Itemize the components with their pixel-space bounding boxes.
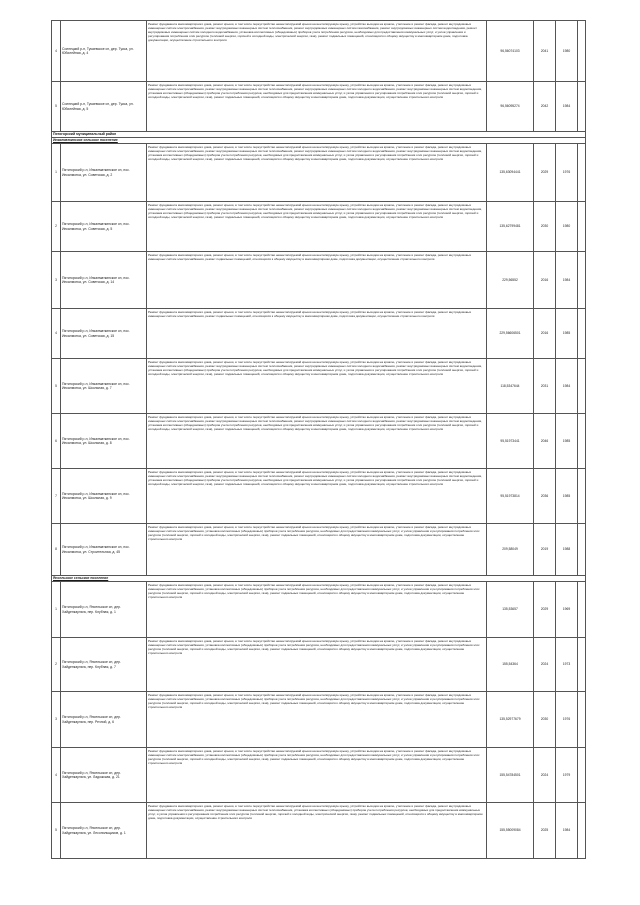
row-number: 5 [52,359,61,414]
address-cell: Пятигорский р-н, Инкалматкинское сп, пос. Инкалмотка, ул. Советская, д. 5 [61,202,147,252]
year-built-cell: 1985 [556,469,578,524]
works-cell: Ремонт фундамента многоквартирного дома, ремонт крыши, в том числе переустройство невентилируемой крыши на вентилируемую крышу, устройство выходов на кровлю, утепление и ремонт фасада, ремонт внутридомовых инженерных систем электроснабжения, установка коллективных (общедомовых) приборов учета потребления ресурсов, необходимых для предоставления коммунальных услуг, и узлов управления и регулирования потребления этих ресурсов (тепловой энергии, горячей и холодной воды, электрической энергии, газа), ремонт подвальных помещений, относящихся к общему имуществу в многоквартирном доме, подготовка документации, осуществление строительного контроля [147,524,487,576]
year-built-cell: 1969 [556,582,578,638]
year-built-cell: 1980 [556,202,578,252]
address-cell: Солнецкий р-н, Тукаевское сп, дер. Тукса, ул. Юбилейная, д. 4 [61,21,147,82]
cost-cell: 229,56606501 [487,309,534,359]
table-row [52,803,586,859]
cost-cell: 229,56552 [487,252,534,309]
year-built-cell: 1985 [556,414,578,469]
year-built-cell: 1980 [556,21,578,82]
address-cell: Пятигорский р-н, Инкалматкинское сп, пос. Инкалмотка, ул. Школьная, д. 7 [61,359,147,414]
cost-cell: 155,54784501 [487,748,534,803]
table-row [52,252,586,309]
subsection-title: Инкалматкинское сельское поселение [52,138,586,144]
year-built-cell: 1984 [556,803,578,859]
works-cell: Ремонт фундамента многоквартирного дома, ремонт крыши, в том числе переустройство невентилируемой крыши на вентилируемую крышу, устройство выходов на кровлю, утепление и ремонт фасада, ремонт внутридомовых инженерных систем электроснабжения, ремонт внутридомовых инженерных систем теплоснабжения, ремонт внутридомовых инженерных систем холодного водоснабжения, ремонт внутридомовых инженерных систем водоотведения, установка коллективных (общедомовых) приборов учета потребления ресурсов, необходимых для предоставления коммунальных услуг, и узлов управления и регулирования потребления этих ресурсов (тепловой энергии, горячей и холодной воды, электрической энергии, газа), ремонт подвальных помещений, относящихся к общему имуществу в многоквартирном доме, подготовка документации, осуществление строительного контроля [147,82,487,132]
table-row [52,82,586,132]
year-cell: 2042 [534,82,556,132]
empty-cell [578,309,586,359]
works-cell: Ремонт фундамента многоквартирного дома, ремонт крыши, в том числе переустройство невентилируемой крыши на вентилируемую крышу, устройство выходов на кровлю, утепление и ремонт фасада, ремонт внутридомовых инженерных систем электроснабжения, ремонт внутридомовых инженерных систем теплоснабжения, ремонт внутридомовых инженерных систем холодного водоснабжения, ремонт внутридомовых инженерных систем водоотведения, установка коллективных (общедомовых) приборов учета потребления ресурсов, необходимых для предоставления коммунальных услуг, и узлов управления и регулирования потребления этих ресурсов (тепловой энергии, горячей и холодной воды, электрической энергии, газа), ремонт подвальных помещений, относящихся к общему имуществу в многоквартирном доме, подготовка документации, осуществление строительного контроля [147,469,487,524]
works-cell: Ремонт фундамента многоквартирного дома, ремонт крыши, в том числе переустройство невентилируемой крыши на вентилируемую крышу, устройство выходов на кровлю, утепление и ремонт фасада, ремонт внутридомовых инженерных систем электроснабжения, ремонт внутридомовых инженерных систем теплоснабжения, ремонт внутридомовых инженерных систем холодного водоснабжения, ремонт внутридомовых инженерных систем водоотведения, установка коллективных (общедомовых) приборов учета потребления ресурсов, необходимых для предоставления коммунальных услуг, и узлов управления и регулирования потребления этих ресурсов (тепловой энергии, горячей и холодной воды, электрической энергии, газа), ремонт подвальных помещений, относящихся к общему имуществу в многоквартирном доме, подготовка документации, осуществление строительного контроля [147,359,487,414]
table-row [52,144,586,202]
empty-cell [578,202,586,252]
empty-cell [578,82,586,132]
year-cell: 2016 [534,309,556,359]
empty-cell [578,469,586,524]
works-cell: Ремонт фундамента многоквартирного дома, ремонт крыши, в том числе переустройство невентилируемой крыши на вентилируемую крышу, устройство выходов на кровлю, утепление и ремонт фасада, ремонт внутридомовых инженерных систем электроснабжения, ремонт подвальных помещений, относящихся к общему имуществу в многоквартирном доме, подготовка документации, осуществление строительного контроля [147,252,487,309]
table-row [52,524,586,576]
table-row [52,469,586,524]
capital-repair-table [51,20,586,859]
row-number: 1 [52,582,61,638]
section-title: Пятигорский муниципальный район [52,132,586,138]
row-number: 5 [52,82,61,132]
row-number: 3 [52,692,61,748]
works-cell: Ремонт фундамента многоквартирного дома, ремонт крыши, в том числе переустройство невентилируемой крыши на вентилируемую крышу, устройство выходов на кровлю, утепление и ремонт фасада, ремонт внутридомовых инженерных систем электроснабжения, установка коллективных (общедомовых) приборов учета потребления ресурсов, необходимых для предоставления коммунальных услуг, и узлов управления и регулирования потребления этих ресурсов (тепловой энергии, горячей и холодной воды, электрической энергии, газа), ремонт подвальных помещений, относящихся к общему имуществу в многоквартирном доме, подготовка документации, осуществление строительного контроля [147,748,487,803]
works-cell: Ремонт фундамента многоквартирного дома, ремонт крыши, в том числе переустройство невентилируемой крыши на вентилируемую крышу, устройство выходов на кровлю, утепление и ремонт фасада, ремонт внутридомовых инженерных систем электроснабжения, ремонт внутридомовых инженерных систем теплоснабжения, установка коллективных (общедомовых) приборов учета потребления ресурсов, необходимых для предоставления коммунальных услуг, и узлов управления и регулирования потребления этих ресурсов (тепловой энергии, горячей и холодной воды, электрической энергии, газа), ремонт подвальных помещений, относящихся к общему имуществу в многоквартирном доме, подготовка документации, осуществление строительного контроля [147,803,487,859]
row-number: 2 [52,638,61,692]
address-cell: Пятигорский р-н, Янсельское сп, дер. Хайденкаульта, ул. Ладожская, д. 21 [61,748,147,803]
row-number: 7 [52,469,61,524]
cost-cell: 155,55009084 [487,803,534,859]
address-cell: Пятигорский р-н, Янсельское сп, дер. Хайденкаульта, пер. Клубная, д. 1 [61,582,147,638]
works-cell: Ремонт фундамента многоквартирного дома, ремонт крыши, в том числе переустройство невентилируемой крыши на вентилируемую крышу, устройство выходов на кровлю, утепление и ремонт фасада, ремонт внутридомовых инженерных систем электроснабжения, установка коллективных (общедомовых) приборов учета потребления ресурсов, необходимых для предоставления коммунальных услуг, и узлов управления и регулирования потребления этих ресурсов (тепловой энергии, горячей и холодной воды, электрической энергии, газа), ремонт подвальных помещений, относящихся к общему имуществу в многоквартирном доме, подготовка документации, осуществление строительного контроля [147,692,487,748]
empty-cell [578,692,586,748]
year-cell: 2041 [534,21,556,82]
cost-cell: 209,58049 [487,524,534,576]
cost-cell: 155,54364 [487,638,534,692]
address-cell: Пятигорский р-н, Инкалматкинское сп, пос. Инкалмотка, ул. Школьная, д. 9 [61,469,147,524]
row-number: 1 [52,144,61,202]
table-row [52,359,586,414]
year-built-cell: 1984 [556,82,578,132]
table-row [52,21,586,82]
address-cell: Пятигорский р-н, Инкалматкинское сп, пос. Инкалмотка, ул. Советская, д. 15 [61,309,147,359]
year-built-cell: 1973 [556,638,578,692]
empty-cell [578,524,586,576]
row-number: 3 [52,252,61,309]
empty-cell [578,414,586,469]
works-cell: Ремонт фундамента многоквартирного дома, ремонт крыши, в том числе переустройство невентилируемой крыши на вентилируемую крышу, устройство выходов на кровлю, утепление и ремонт фасада, ремонт внутридомовых инженерных систем электроснабжения, ремонт подвальных помещений, относящихся к общему имуществу в многоквартирном доме, подготовка документации, осуществление строительного контроля [147,309,487,359]
address-cell: Солнецкий р-н, Тукаевское сп, дер. Тукса, ул. Юбилейная, д. 5 [61,82,147,132]
row-number: 4 [52,21,61,82]
empty-cell [578,252,586,309]
empty-cell [578,582,586,638]
year-cell: 2025 [534,803,556,859]
row-number: 4 [52,748,61,803]
address-cell: Пятигорский р-н, Инкалматкинское сп, пос. Инкалмотка, ул. Советская, д. 14 [61,252,147,309]
cost-cell: 135,53657 [487,582,534,638]
row-number: 5 [52,803,61,859]
year-cell: 2016 [534,252,556,309]
year-cell: 2030 [534,692,556,748]
year-cell: 2029 [534,144,556,202]
year-built-cell: 1988 [556,524,578,576]
address-cell: Пятигорский р-н, Инкалматкинское сп, пос. Инкалмотка, ул. Строительная, д. 45 [61,524,147,576]
empty-cell [578,748,586,803]
year-built-cell: 1984 [556,359,578,414]
cost-cell: 95,51973441 [487,414,534,469]
year-cell: 2046 [534,414,556,469]
row-number: 8 [52,524,61,576]
address-cell: Пятигорский р-н, Инкалматкинское сп, пос. Инкалмотка, ул. Школьная, д. 8 [61,414,147,469]
cost-cell: 118,5347644 [487,359,534,414]
works-cell: Ремонт фундамента многоквартирного дома, ремонт крыши, в том числе переустройство невентилируемой крыши на вентилируемую крышу, устройство выходов на кровлю, утепление и ремонт фасада, ремонт внутридомовых инженерных систем электроснабжения, установка коллективных (общедомовых) приборов учета потребления ресурсов, необходимых для предоставления коммунальных услуг, и узлов управления и регулирования потребления этих ресурсов (тепловой энергии, горячей и холодной воды, электрической энергии, газа), ремонт подвальных помещений, относящихся к общему имуществу в многоквартирном доме, подготовка документации, осуществление строительного контроля [147,638,487,692]
cost-cell: 135,62799481 [487,202,534,252]
table-row [52,692,586,748]
year-cell: 2031 [534,359,556,414]
row-number: 4 [52,309,61,359]
year-cell: 2024 [534,748,556,803]
year-built-cell: 1976 [556,692,578,748]
cost-cell: 96,56074103 [487,21,534,82]
row-number: 2 [52,202,61,252]
cost-cell: 96,56095274 [487,82,534,132]
table-row [52,748,586,803]
works-cell: Ремонт фундамента многоквартирного дома, ремонт крыши, в том числе переустройство невентилируемой крыши на вентилируемую крышу, устройство выходов на кровлю, утепление и ремонт фасада, ремонт внутридомовых инженерных систем электроснабжения, ремонт внутридомовых инженерных систем теплоснабжения, ремонт внутридомовых инженерных систем газоснабжения, ремонт внутридомовых инженерных систем водоотведения, ремонт внутридомовых инженерных систем холодного водоснабжения, установка коллективных (общедомовых) приборов учета потребления ресурсов, необходимых для предоставления коммунальных услуг, и узлов управления и регулирования потребления этих ресурсов (тепловой энергии, горячей и холодной воды, электрической энергии, газа), ремонт подвальных помещений, относящихся к общему имуществу в многоквартирном доме, подготовка документации, осуществление строительного контроля [147,21,487,82]
empty-cell [578,803,586,859]
row-number: 6 [52,414,61,469]
year-cell: 2030 [534,202,556,252]
document-page [51,20,585,859]
address-cell: Пятигорский р-н, Инкалматкинское сп, пос. Инкалмотка, ул. Советская, д. 2 [61,144,147,202]
cost-cell: 95,51973814 [487,469,534,524]
table-row [52,582,586,638]
year-cell: 2036 [534,469,556,524]
address-cell: Пятигорский р-н, Янсельское сп, дер. Хайденкаульта, ул. Лесопильщиков, д. 1 [61,803,147,859]
works-cell: Ремонт фундамента многоквартирного дома, ремонт крыши, в том числе переустройство невентилируемой крыши на вентилируемую крышу, устройство выходов на кровлю, утепление и ремонт фасада, ремонт внутридомовых инженерных систем электроснабжения, ремонт внутридомовых инженерных систем теплоснабжения, ремонт внутридомовых инженерных систем холодного водоснабжения, ремонт внутридомовых инженерных систем водоотведения, установка коллективных (общедомовых) приборов учета потребления ресурсов, необходимых для предоставления коммунальных услуг, и узлов управления и регулирования потребления этих ресурсов (тепловой энергии, горячей и холодной воды, электрической энергии, газа), ремонт подвальных помещений, относящихся к общему имуществу в многоквартирном доме, подготовка документации, осуществление строительного контроля [147,144,487,202]
year-built-cell: 1979 [556,748,578,803]
empty-cell [578,359,586,414]
subsection-title: Янсельское сельское поселение [52,576,586,582]
address-cell: Пятигорский р-н, Янсельское сп, дер. Хайденкаульта, пер. Речной, д. 6 [61,692,147,748]
cost-cell: 135,52977679 [487,692,534,748]
empty-cell [578,144,586,202]
table-row [52,414,586,469]
table-row [52,202,586,252]
table-row [52,309,586,359]
table-row [52,638,586,692]
year-cell: 2019 [534,524,556,576]
year-built-cell: 1985 [556,309,578,359]
empty-cell [578,638,586,692]
address-cell: Пятигорский р-н, Янсельское сп, дер. Хайденкаульта, пер. Клубная, д. 7 [61,638,147,692]
year-cell: 2029 [534,582,556,638]
year-built-cell: 1976 [556,144,578,202]
cost-cell: 135,63094441 [487,144,534,202]
works-cell: Ремонт фундамента многоквартирного дома, ремонт крыши, в том числе переустройство невентилируемой крыши на вентилируемую крышу, устройство выходов на кровлю, утепление и ремонт фасада, ремонт внутридомовых инженерных систем электроснабжения, установка коллективных (общедомовых) приборов учета потребления ресурсов, необходимых для предоставления коммунальных услуг, и узлов управления и регулирования потребления этих ресурсов (тепловой энергии, горячей и холодной воды, электрической энергии, газа), ремонт подвальных помещений, относящихся к общему имуществу в многоквартирном доме, подготовка документации, осуществление строительного контроля [147,582,487,638]
year-built-cell: 1984 [556,252,578,309]
works-cell: Ремонт фундамента многоквартирного дома, ремонт крыши, в том числе переустройство невентилируемой крыши на вентилируемую крышу, устройство выходов на кровлю, утепление и ремонт фасада, ремонт внутридомовых инженерных систем электроснабжения, ремонт внутридомовых инженерных систем теплоснабжения, ремонт внутридомовых инженерных систем холодного водоснабжения, ремонт внутридомовых инженерных систем водоотведения, установка коллективных (общедомовых) приборов учета потребления ресурсов, необходимых для предоставления коммунальных услуг, и узлов управления и регулирования потребления этих ресурсов (тепловой энергии, горячей и холодной воды, электрической энергии, газа), ремонт подвальных помещений, относящихся к общему имуществу в многоквартирном доме, подготовка документации, осуществление строительного контроля [147,414,487,469]
works-cell: Ремонт фундамента многоквартирного дома, ремонт крыши, в том числе переустройство невентилируемой крыши на вентилируемую крышу, устройство выходов на кровлю, утепление и ремонт фасада, ремонт внутридомовых инженерных систем электроснабжения, ремонт внутридомовых инженерных систем теплоснабжения, ремонт внутридомовых инженерных систем холодного водоснабжения, ремонт внутридомовых инженерных систем водоотведения, установка коллективных (общедомовых) приборов учета потребления ресурсов, необходимых для предоставления коммунальных услуг, и узлов управления и регулирования потребления этих ресурсов (тепловой энергии, горячей и холодной воды, электрической энергии, газа), ремонт подвальных помещений, относящихся к общему имуществу в многоквартирном доме, подготовка документации, осуществление строительного контроля [147,202,487,252]
year-cell: 2024 [534,638,556,692]
empty-cell [578,21,586,82]
